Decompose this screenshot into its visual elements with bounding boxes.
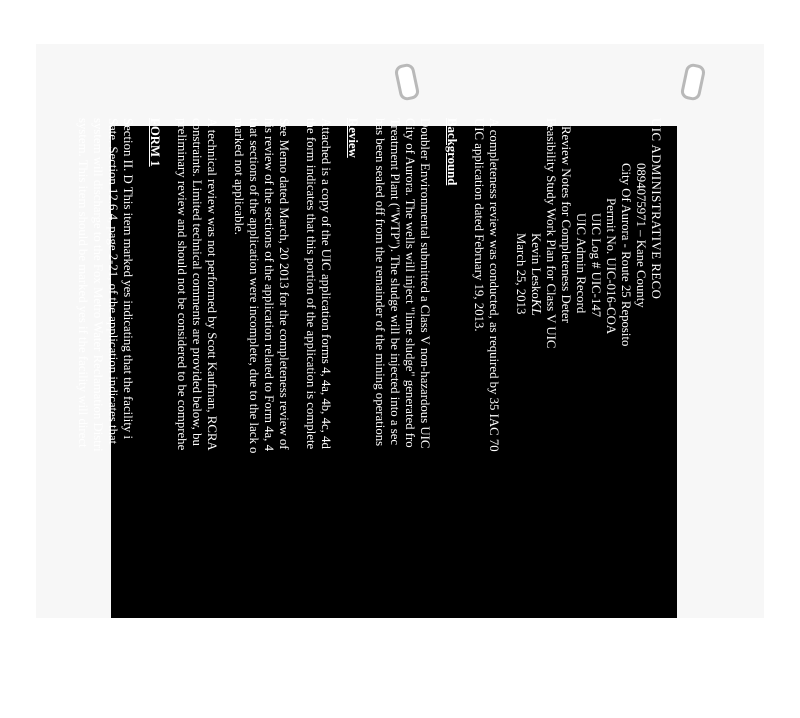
header-line: 0894075971 – Kane County (634, 163, 648, 308)
text-line: See Memo dated March, 20 2013 for the completeness review of (277, 118, 291, 450)
review-paragraph-1 (303, 118, 333, 718)
header-line: City Of Aurora - Route 25 Reposito (619, 163, 633, 347)
section-heading-review: Review (346, 118, 360, 158)
header-line: Feasibility Study Work Plan for Class V UIC (544, 118, 558, 349)
text-line: City of Aurora. The wells will inject "lime sludge" generated fro (403, 118, 417, 448)
header-line: UIC Log # UIC-147 (589, 213, 603, 318)
author-name: Kevin Lesko (529, 233, 543, 299)
review-paragraph-2 (231, 118, 291, 718)
section-heading-background: Background (445, 118, 459, 186)
author-signature: KL (528, 298, 543, 316)
scanned-page (76, 118, 677, 618)
text-line: the form indicates that this portion of the application is complete (304, 118, 318, 450)
text-line: Section II. D This item marked yes indicating that the facility i (121, 118, 135, 440)
text-line: constraints. Limited technical comments are provided below, bu (190, 118, 204, 446)
review-paragraph-3 (174, 118, 219, 718)
header-line: Permit No. UIC-016-COA (604, 198, 618, 335)
text-line: Treatment Plant ("WTP"). The sludge will be injected into a sec (388, 118, 402, 446)
document-body (75, 118, 663, 718)
form1-paragraph (75, 118, 135, 718)
text-line: Sate. Section 12.6.4, page 2-21, of the application indicates that (106, 118, 120, 445)
section-heading-form1: FORM 1 (148, 118, 162, 167)
document-title: UIC ADMINISTRATIVE RECO (649, 118, 663, 300)
text-line: A completeness review was conducted, as required by 35 IAC 70 (487, 118, 501, 452)
background-paragraph (372, 118, 432, 718)
author-line (528, 118, 543, 718)
text-line: system will discharge to the Fox Metro Water Reclamation Distri (91, 118, 105, 452)
text-line: preliminary review and should not be considered to be comprehe (175, 118, 189, 451)
text-line: Attached is a copy of the UIC application forms 4, 4a, 4b, 4c, 4d (319, 118, 333, 449)
text-line: marked not applicable. (232, 118, 246, 235)
intro-paragraph (471, 118, 501, 718)
document-header (513, 118, 663, 718)
header-line: UIC Admin Record (574, 213, 588, 314)
text-line: has been sealed off from the remainder of the mining operations (373, 118, 387, 447)
header-line: Review Notes for Completeness Deter (559, 126, 573, 323)
text-line: system. This item should be marked yes if the facility will direct (76, 118, 90, 448)
text-line: his review of the sections of the application related to Form 4a, 4 (262, 118, 276, 451)
text-line: UIC application dated February 19, 2013. (472, 118, 486, 332)
text-line: that sections of the application were incomplete, due to the lack o (247, 118, 261, 454)
text-line: Doubler Environmental submitted a Class V non-hazardous UIC (418, 118, 432, 449)
text-line: A technical review was not performed by Scott Kaufman, RCRA (205, 118, 219, 451)
document-date: March 25, 2013 (514, 233, 528, 315)
rotated-document (76, 118, 677, 618)
